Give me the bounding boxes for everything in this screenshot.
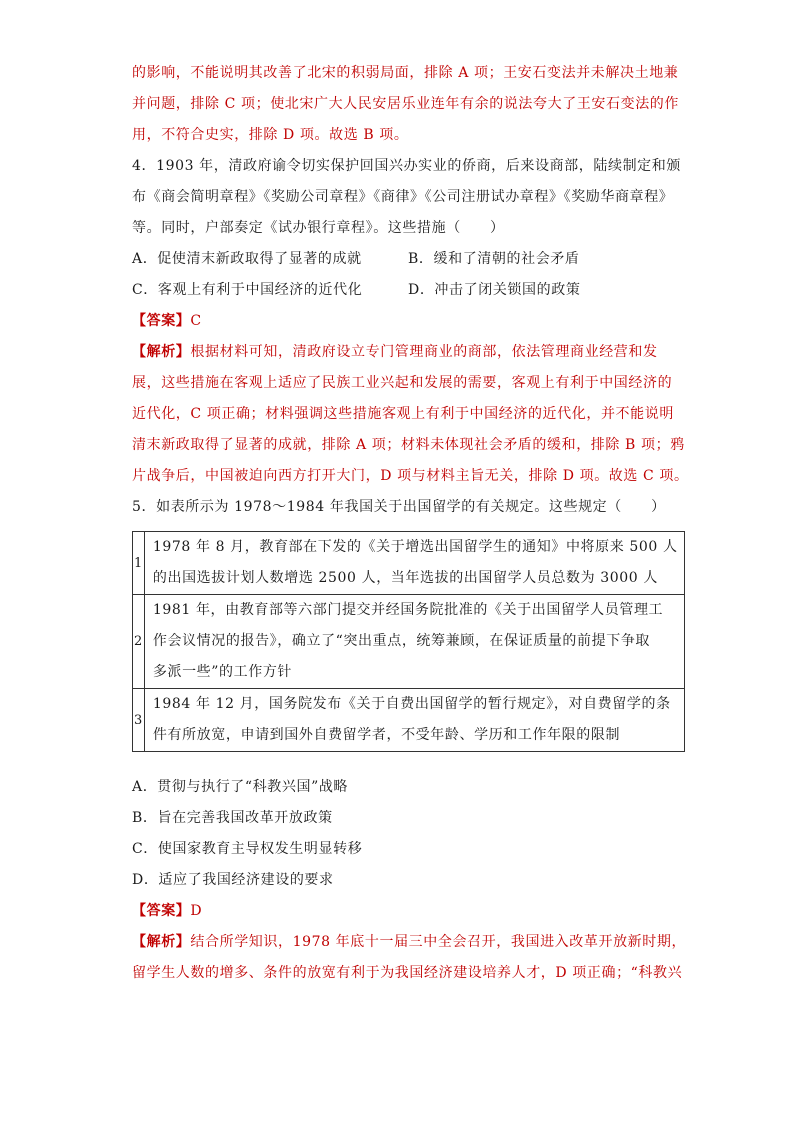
analysis-text: 根据材料可知，清政府设立专门管理商业的商部，依法管理商业经营和发 (190, 344, 658, 360)
answer-value: D (190, 903, 203, 919)
regulations-table (132, 531, 685, 752)
q5-answer (132, 896, 662, 927)
analysis-label: 【解析】 (132, 344, 191, 360)
row-text (144, 532, 684, 595)
row-text-line: 的出国选拔计划人数增选 2500 人，当年选拔的出国留学人员总数为 3000 人 (152, 570, 658, 586)
row-number: 1 (133, 532, 145, 595)
intro-paragraph (132, 58, 680, 151)
q5-option-d: D．适应了我国经济建设的要求 (132, 872, 334, 888)
intro-line: 的影响，不能说明其改善了北宋的积弱局面，排除 A 项；王安石变法并未解决土地兼 (132, 65, 679, 81)
q4-options-row (132, 275, 662, 306)
intro-line: 用，不符合史实，排除 D 项。故选 B 项。 (132, 127, 409, 143)
q4-option-d: D．冲击了闭关锁国的政策 (408, 282, 581, 298)
document-page (132, 58, 689, 989)
q5-option-a: A．贯彻与执行了“科教兴国”战略 (132, 779, 349, 795)
row-number: 2 (133, 595, 145, 689)
answer-label: 【答案】 (132, 313, 191, 329)
analysis-text: 结合所学知识，1978 年底十一届三中全会召开，我国进入改革开放新时期， (190, 934, 687, 950)
q4-analysis-line: 展，这些措施在客观上适应了民族工业兴起和发展的需要，客观上有利于中国经济的 (132, 375, 673, 391)
question-5 (132, 492, 687, 989)
q4-stem-line: 4．1903 年，清政府谕令切实保护回国兴办实业的侨商，后来设商部，陆续制定和颁 (132, 158, 681, 174)
table-row (133, 595, 685, 689)
q4-option-a: A．促使清末新政取得了显著的成就 (132, 251, 362, 267)
question-4 (132, 151, 689, 492)
q4-answer (132, 306, 662, 337)
q4-analysis-line: 片战争后，中国被迫向西方打开大门，D 项与材料主旨无关，排除 D 项。故选 C 项。 (132, 468, 689, 484)
row-text (144, 595, 684, 689)
q5-stem: 5．如表所示为 1978～1984 年我国关于出国留学的有关规定。这些规定（ ） (132, 499, 666, 515)
intro-line: 并问题，排除 C 项；使北宋广大人民安居乐业连年有余的说法夸大了王安石变法的作 (132, 96, 680, 112)
row-text (144, 689, 684, 752)
q4-analysis-line: 清末新政取得了显著的成就，排除 A 项；材料未体现社会矛盾的缓和，排除 B 项；鸦 (132, 437, 685, 453)
q5-option-b: B．旨在完善我国改革开放政策 (132, 810, 333, 826)
q4-stem-line: 等。同时，户部奏定《试办银行章程》。这些措施（ ） (132, 220, 505, 236)
q4-analysis-line: 近代化，C 项正确；材料强调这些措施客观上有利于中国经济的近代化，并不能说明 (132, 406, 674, 422)
row-text-line: 作会议情况的报告》，确立了“突出重点，统筹兼顾，在保证质量的前提下争取 (152, 633, 651, 649)
q5-option-c: C．使国家教育主导权发生明显转移 (132, 841, 363, 857)
q4-stem-line: 布《商会简明章程》《奖励公司章程》《商律》《公司注册试办章程》《奖励华商章程》 (132, 189, 674, 205)
q4-option-b: B．缓和了清朝的社会矛盾 (408, 251, 580, 267)
q4-option-c: C．客观上有利于中国经济的近代化 (132, 282, 363, 298)
answer-label: 【答案】 (132, 903, 191, 919)
row-number: 3 (133, 689, 145, 752)
q5-analysis-line (132, 927, 687, 958)
row-text-line: 1981 年，由教育部等六部门提交并经国务院批准的《关于出国留学人员管理工 (152, 602, 664, 618)
q4-options-row (132, 244, 662, 275)
table-row (133, 532, 685, 595)
row-text-line: 多派一些”的工作方针 (152, 664, 293, 680)
row-text-line: 件有所放宽，申请到国外自费留学者，不受年龄、学历和工作年限的限制 (152, 727, 621, 743)
q5-analysis-line: 留学生人数的增多、条件的放宽有利于为我国经济建设培养人才，D 项正确；“科教兴 (132, 965, 683, 981)
analysis-label: 【解析】 (132, 934, 191, 950)
answer-value: C (190, 313, 202, 329)
row-text-line: 1984 年 12 月，国务院发布《关于自费出国留学的暂行规定》，对自费留学的条 (152, 696, 671, 712)
q4-analysis-line (132, 337, 662, 368)
row-text-line: 1978 年 8 月，教育部在下发的《关于增选出国留学生的通知》中将原来 500 人 (152, 539, 678, 555)
table-row (133, 689, 685, 752)
